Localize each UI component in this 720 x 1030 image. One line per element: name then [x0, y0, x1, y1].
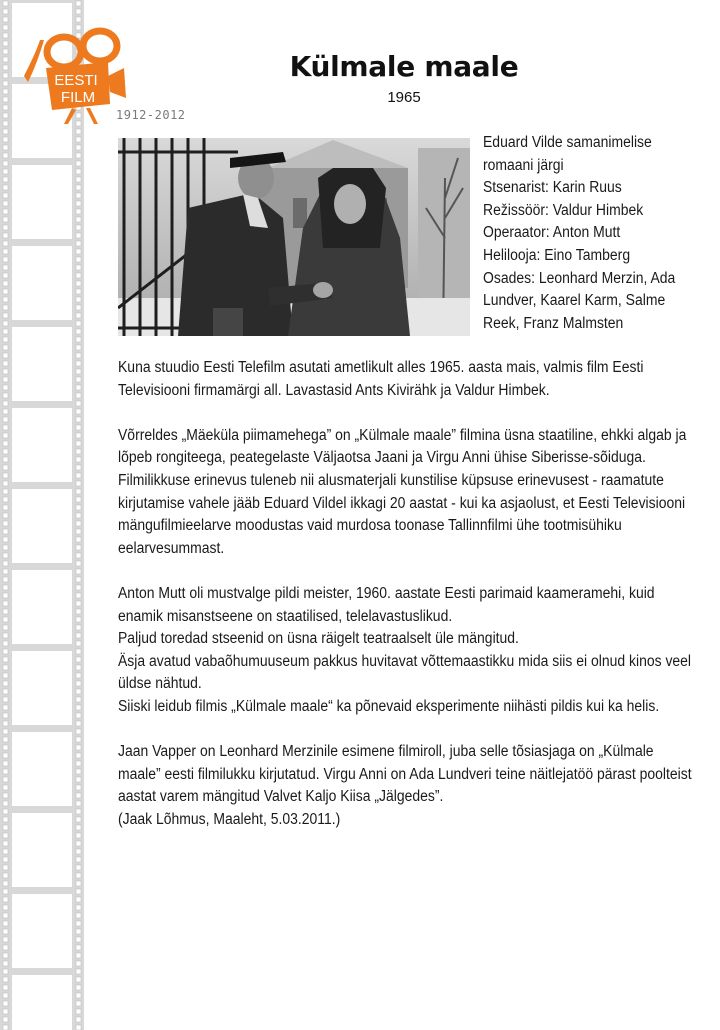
paragraph-difference: Filmilikkuse erinevus tuleneb nii alusmaterjali kunstilise küpsuse erinevusest - raamatute kirjutamise vahele jääb Eduard Vildel ikkagi 20 aastat - kui ka asjaolust, et Eesti Televisiooni mängufilmieelarve moodustas vaid murdosa toonase Tallinnfilmi ühe tootmisühiku eelarvesummast.: [118, 471, 686, 557]
paragraph-scenes: Paljud toredad stseenid on üsna räigelt teatraalselt üle mängitud.: [118, 630, 519, 648]
credit-cast: Osades: Leonhard Merzin, Ada Lundver, Kaarel Karm, Salme Reek, Franz Malmsten: [483, 269, 676, 332]
article-body: [118, 357, 694, 831]
credits-block: [483, 132, 690, 335]
paragraph-museum: Äsja avatud vabaõhumuuseum pakkus huvitavat võttemaastikku mida siis ei olnud kinos veel üldse nähtud.: [118, 652, 692, 693]
film-strip-border: [0, 0, 84, 1030]
film-title: Külmale maale: [289, 50, 519, 83]
credits-source: Eduard Vilde samanimelise romaani järgi: [483, 134, 652, 174]
paragraph-studio: Kuna stuudio Eesti Telefilm asutati ametlikult alles 1965. aasta mais, valmis film Eesti Televisiooni firmamärgi all. Lavastasid Ants Kivirähk ja Valdur Himbek.: [118, 359, 644, 399]
citation: [118, 809, 694, 832]
paragraph-comparison: Võrreldes „Mäeküla piimamehega” on „Külmale maale” filmina üsna staatiline, ehkki algab ja lõpeb rongiteega, peategelaste Väljaotsa Jaani ja Virgu Anni ühise Siberisse-sõiduga.: [118, 426, 687, 467]
citation-author: Jaak Lõhmus: [122, 810, 206, 828]
paragraph-actors: Jaan Vapper on Leonhard Merzinile esimene filmiroll, juba selle tõsiasjaga on „Külmale maale” eesti filmilukku kirjutatud. Virgu Anni on Ada Lundveri teine näitlejatöö pärast poolteist aastat varem mängitud Valvet Kaljo Kiisa „Jälgedes”.: [118, 743, 692, 806]
film-year: 1965: [387, 89, 421, 106]
credit-director: Režissöör: Valdur Himbek: [483, 201, 644, 219]
paragraph-cinematography: Anton Mutt oli mustvalge pildi meister, 1960. aastate Eesti parimaid kaameramehi, kuid enamik misanstseene on staatilised, telelavastuslikud.: [118, 584, 655, 625]
film-still-photo: [118, 138, 470, 336]
citation-source: , Maaleht, 5.03.2011.): [205, 810, 341, 828]
citation-open: (: [118, 810, 123, 828]
credit-screenwriter: Stsenarist: Karin Ruus: [483, 179, 622, 197]
logo-text-eesti: EESTI: [54, 72, 98, 89]
logo-text-film: FILM: [60, 89, 96, 106]
credit-composer: Helilooja: Eino Tamberg: [483, 246, 631, 264]
credit-cinematographer: Operaator: Anton Mutt: [483, 224, 621, 242]
paragraph-experiments: Siiski leidub filmis „Külmale maale“ ka põnevaid eksperimente niihästi pildis kui ka helis.: [118, 697, 660, 715]
logo-years: 1912-2012: [116, 108, 186, 122]
